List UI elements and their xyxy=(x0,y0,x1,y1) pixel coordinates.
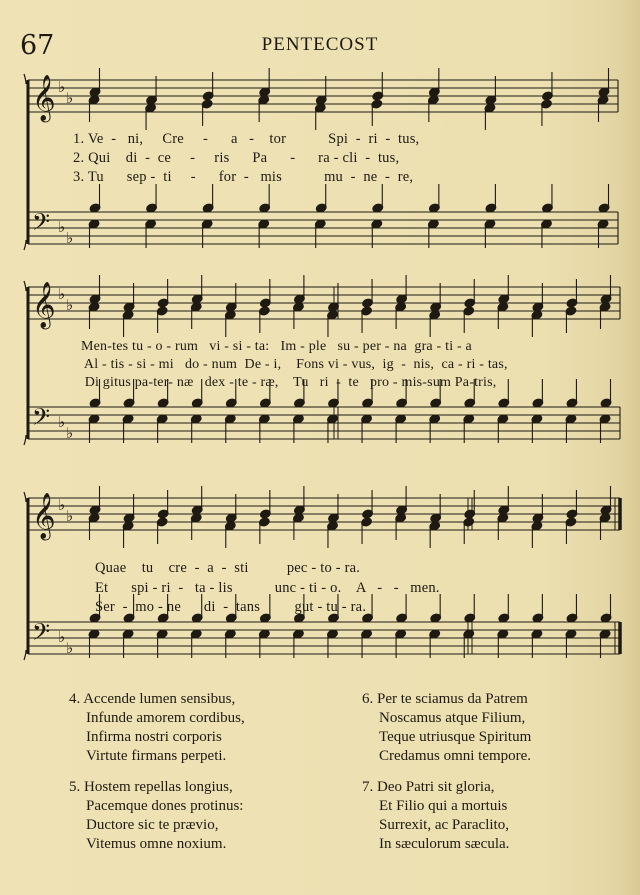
svg-text:♭: ♭ xyxy=(66,229,74,247)
verse-line: Teque utriusque Spiritum xyxy=(379,729,532,745)
svg-text:♭: ♭ xyxy=(58,218,66,236)
verse-number: 6. xyxy=(362,691,374,707)
svg-text:♭: ♭ xyxy=(66,424,74,442)
lyric-line: 3. Tu sep - ti - for - mis mu - ne - re, xyxy=(73,169,414,185)
verse-line: Infirma nostri corporis xyxy=(86,729,222,745)
svg-text:♭: ♭ xyxy=(66,639,74,657)
svg-text:𝄞: 𝄞 xyxy=(32,75,56,121)
verse-line: Accende lumen sensibus, xyxy=(83,691,236,707)
verses-left xyxy=(69,690,349,866)
verse-number: 7. xyxy=(362,779,374,795)
svg-text:𝄢: 𝄢 xyxy=(32,403,51,436)
lyric-line: 1. Ve - ni, Cre - a - tor Spi - ri - tus, xyxy=(73,131,420,147)
verses-right xyxy=(362,690,632,866)
verse-5 xyxy=(69,778,349,854)
lyric-line: Ser - mo - ne di - tans gut - tu - ra. xyxy=(95,599,367,615)
verse-line: Per te sciamus da Patrem xyxy=(377,691,528,707)
lyric-line: Di gitus pa-ter- næ dex - te - ræ, Tu ri - te pro - mis-sum Pa-tris, xyxy=(81,375,497,390)
lyric-line: Et spi - ri - ta - lis unc - ti - o. A - - men. xyxy=(95,580,440,596)
verse-line: Infunde amorem cordibus, xyxy=(86,710,245,726)
svg-text:♭: ♭ xyxy=(58,78,66,96)
hymn-title: PENTECOST xyxy=(261,34,379,55)
verse-line: Credamus omni tempore. xyxy=(379,748,532,764)
verse-line: Deo Patri sit gloria, xyxy=(377,779,495,795)
svg-text:♭: ♭ xyxy=(58,285,66,303)
verse-7 xyxy=(362,778,632,854)
lyric-line: Quae tu cre - a - sti pec - to - ra. xyxy=(95,560,361,576)
verse-4 xyxy=(69,690,349,766)
svg-text:♭: ♭ xyxy=(58,496,66,514)
verse-number: 5. xyxy=(69,779,81,795)
verse-line: Hostem repellas longius, xyxy=(84,779,233,795)
svg-text:♭: ♭ xyxy=(66,507,74,525)
lyric-line: Al - tis - si - mi do - num De - i, Fons vi - vus, ig - nis, ca - ri - tas, xyxy=(81,357,508,372)
svg-text:𝄞: 𝄞 xyxy=(32,493,56,539)
verse-line: Pacemque dones protinus: xyxy=(86,798,244,814)
svg-text:𝄢: 𝄢 xyxy=(32,208,51,241)
verse-line: Surrexit, ac Paraclito, xyxy=(379,817,509,833)
verse-6 xyxy=(362,690,632,766)
verse-line: In sæculorum sæcula. xyxy=(379,836,510,852)
verse-line: Virtute firmans perpeti. xyxy=(86,748,227,764)
svg-text:♭: ♭ xyxy=(58,628,66,646)
svg-text:𝄢: 𝄢 xyxy=(32,618,51,651)
verse-line: Ductore sic te prævio, xyxy=(86,817,219,833)
verse-number: 4. xyxy=(69,691,81,707)
svg-text:♭: ♭ xyxy=(66,296,74,314)
page-number: 67 xyxy=(20,30,55,61)
verse-line: Vitemus omne noxium. xyxy=(86,836,227,852)
svg-text:♭: ♭ xyxy=(66,89,74,107)
svg-text:𝄞: 𝄞 xyxy=(32,282,56,328)
verse-line: Et Filio qui a mortuis xyxy=(379,798,508,814)
svg-text:♭: ♭ xyxy=(58,413,66,431)
lyric-line: 2. Qui di - ce - ris Pa - ra - cli - tus, xyxy=(73,150,400,166)
lyric-line: Men-tes tu - o - rum vi - si - ta: Im - ple su - per - na gra - ti - a xyxy=(81,339,472,354)
verse-line: Noscamus atque Filium, xyxy=(379,710,526,726)
